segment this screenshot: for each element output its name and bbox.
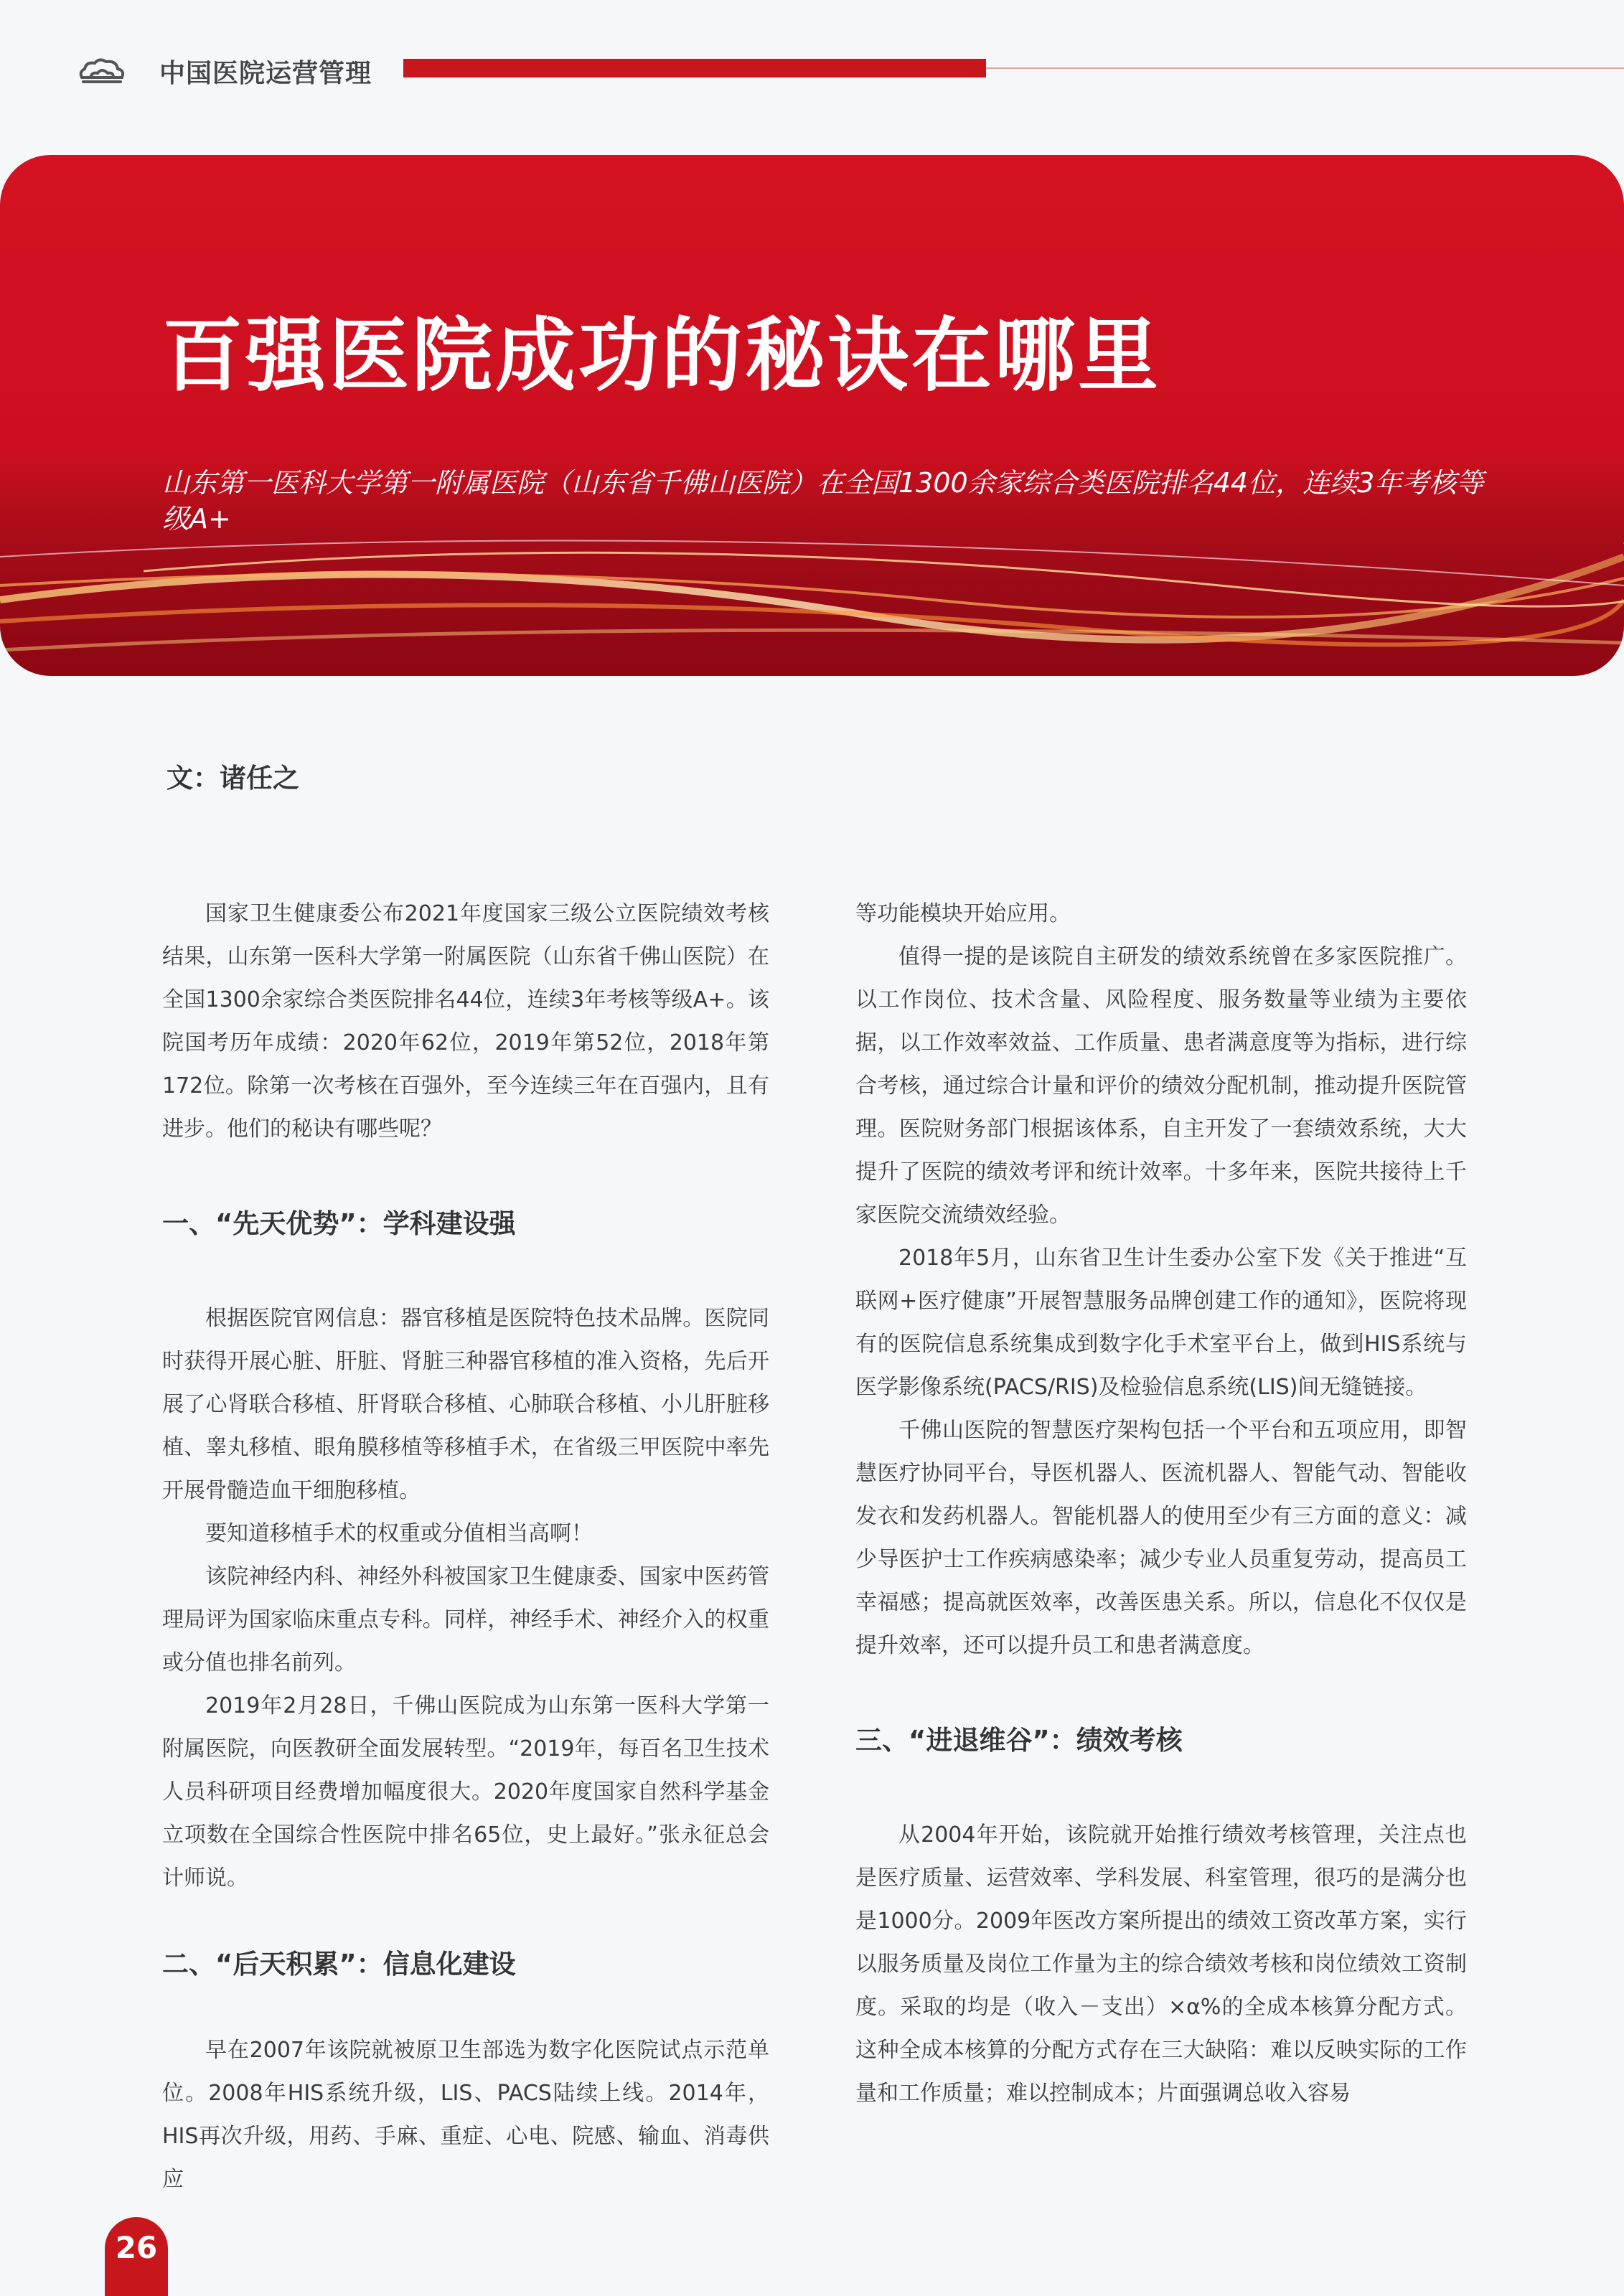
- title-banner: [0, 155, 1624, 676]
- light-streak-decoration: [0, 155, 1624, 676]
- section-heading: 三、“进退维谷”：绩效考核: [855, 1725, 1183, 1756]
- paragraph: 要知道移植手术的权重或分值相当高啊！: [205, 1521, 593, 1546]
- paragraph: 值得一提的是该院自主研发的绩效系统曾在多家医院推广。以工作岗位、技术含量、风险程度、服务数量等业绩为主要依据，以工作效率效益、工作质量、患者满意度等为指标，进行综合考核，通过综合计量和评价的绩效分配机制，推动提升医院管理。医院财务部门根据该体系，自主开发了一套绩效系统，大大提升了医院的绩效考评和统计效率。十多年来，医院共接待上千家医院交流绩效经验。: [855, 944, 1467, 1228]
- paragraph: 该院神经内科、神经外科被国家卫生健康委、国家中医药管理局评为国家临床重点专科。同样，神经手术、神经介入的权重或分值也排名前列。: [162, 1564, 769, 1675]
- paragraph: 从2004年开始，该院就开始推行绩效考核管理，关注点也是医疗质量、运营效率、学科发展、科室管理，很巧的是满分也是1000分。2009年医改方案所提出的绩效工资改革方案，实行以服务质量及岗位工作量为主的综合绩效考核和岗位绩效工资制度。采取的均是（收入－支出）×α%的全成本核算分配方式。这种全成本核算的分配方式存在三大缺陷：难以反映实际的工作量和工作质量；难以控制成本；片面强调总收入容易: [855, 1822, 1467, 2106]
- paragraph: 2019年2月28日，千佛山医院成为山东第一医科大学第一附属医院，向医教研全面发展转型。“2019年，每百名卫生技术人员科研项目经费增加幅度很大。2020年度国家自然科学基金立项数在全国综合性医院中排名65位，史上最好。”张永征总会计师说。: [162, 1693, 769, 1891]
- paragraph: 千佛山医院的智慧医疗架构包括一个平台和五项应用，即智慧医疗协同平台，导医机器人、医流机器人、智能气动、智能收发衣和发药机器人。智能机器人的使用至少有三方面的意义：减少导医护士工作疾病感染率；减少专业人员重复劳动，提高员工幸福感；提高就医效率，改善医患关系。所以，信息化不仅仅是提升效率，还可以提升员工和患者满意度。: [855, 1418, 1467, 1658]
- paragraph: 等功能模块开始应用。: [855, 901, 1071, 926]
- lotus-cloud-icon: [76, 56, 128, 86]
- header-rule: [986, 67, 1624, 69]
- left-column: [162, 893, 769, 2201]
- article-subtitle: 山东第一医科大学第一附属医院（山东省千佛山医院）在全国1300余家综合类医院排名44位，连续3年考核等级A+: [162, 467, 1484, 535]
- right-column: [855, 893, 1467, 2115]
- journal-title: 中国医院运营管理: [159, 59, 372, 88]
- paragraph: 2018年5月，山东省卫生计生委办公室下发《关于推进“互联网+医疗健康”开展智慧服务品牌创建工作的通知》，医院将现有的医院信息系统集成到数字化手术室平台上，做到HIS系统与医学影像系统(PACS/RIS)及检验信息系统(LIS)间无缝链接。: [855, 1246, 1467, 1400]
- paragraph: 早在2007年该院就被原卫生部选为数字化医院试点示范单位。2008年HIS系统升级，LIS、PACS陆续上线。2014年，HIS再次升级，用药、手麻、重症、心电、院感、输血、消毒供应: [162, 2038, 769, 2192]
- article-title: 百强医院成功的秘诀在哪里: [162, 309, 1161, 403]
- author-byline: 文：诸任之: [166, 763, 299, 794]
- page-number-tab: [105, 2217, 168, 2296]
- section-heading: 二、“后天积累”：信息化建设: [162, 1949, 516, 1980]
- paragraph: 国家卫生健康委公布2021年度国家三级公立医院绩效考核结果，山东第一医科大学第一附属医院（山东省千佛山医院）在全国1300余家综合类医院排名44位，连续3年考核等级A+。该院国考历年成绩：2020年62位，2019年第52位，2018年第172位。除第一次考核在百强外，至今连续三年在百强内，且有进步。他们的秘诀有哪些呢？: [162, 901, 769, 1142]
- section-heading: 一、“先天优势”：学科建设强: [162, 1208, 516, 1239]
- paragraph: 根据医院官网信息：器官移植是医院特色技术品牌。医院同时获得开展心脏、肝脏、肾脏三种器官移植的准入资格，先后开展了心肾联合移植、肝肾联合移植、心肺联合移植、小儿肝脏移植、睾丸移植、眼角膜移植等移植手术，在省级三甲医院中率先开展骨髓造血干细胞移植。: [162, 1306, 769, 1503]
- header-accent-bar: [403, 59, 986, 77]
- page-number: 26: [115, 2230, 158, 2265]
